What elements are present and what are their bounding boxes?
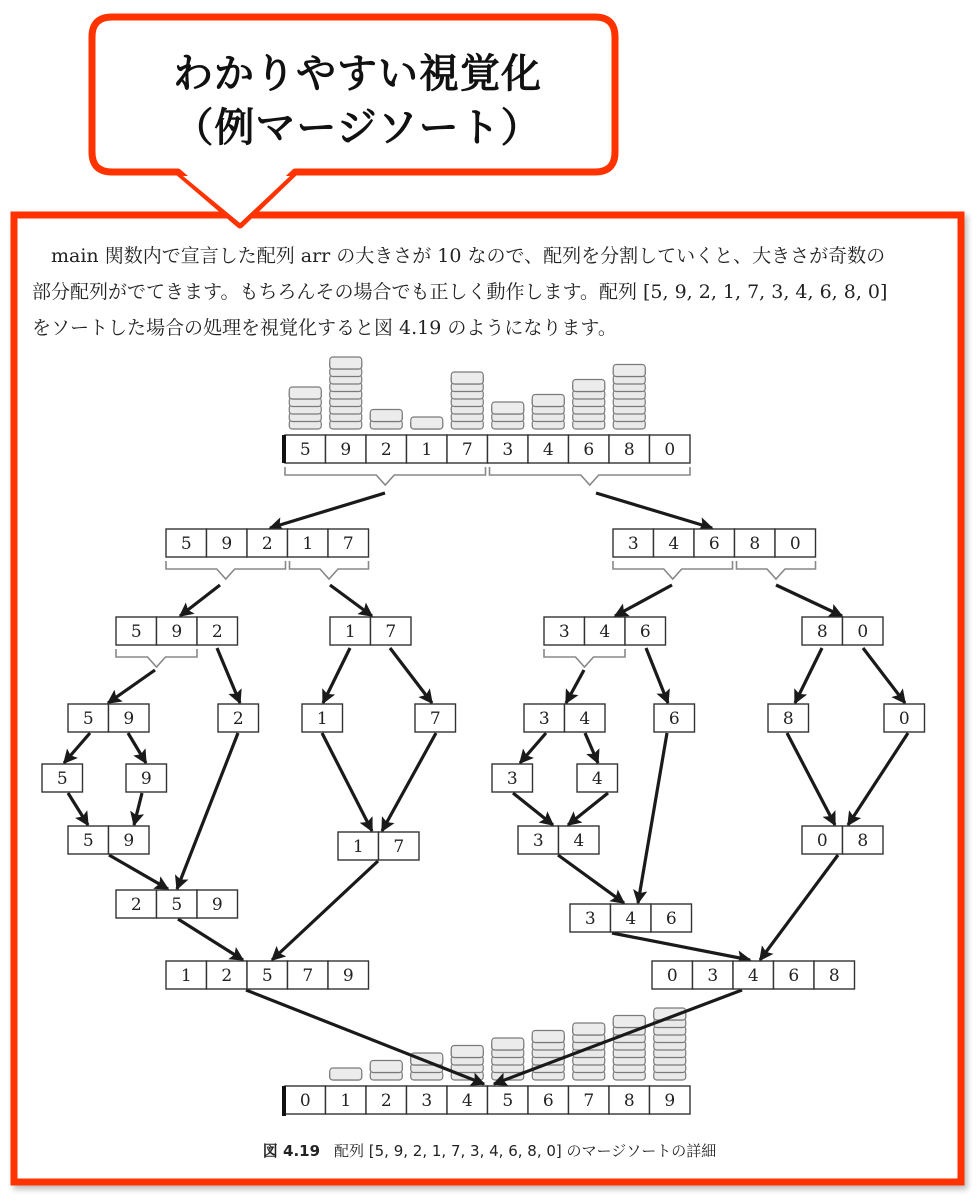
array-box-LRR — [415, 704, 456, 732]
array-cell-value: 2 — [221, 966, 233, 986]
array-cell-value: 6 — [708, 534, 720, 554]
array-box-LR — [330, 617, 411, 645]
array-cell-value: 4 — [599, 622, 611, 642]
array-cell-value: 0 — [664, 440, 676, 460]
array-cell-value: 2 — [130, 895, 142, 915]
array-cell-value: 8 — [623, 1091, 635, 1111]
array-cell-value: 9 — [221, 534, 233, 554]
array-cell-value: 3 — [506, 769, 518, 789]
array-cell-value: 5 — [180, 534, 192, 554]
array-box-RRL — [768, 704, 809, 732]
array-cell-value: 9 — [211, 895, 223, 915]
array-cell-value: 9 — [664, 1091, 676, 1111]
array-cell-value: 1 — [421, 440, 433, 460]
array-box-mLL — [116, 890, 238, 918]
array-box-RLLL — [492, 764, 533, 792]
array-cell-value: 3 — [558, 622, 570, 642]
array-box-root — [282, 435, 690, 463]
array-cell-value: 1 — [344, 622, 356, 642]
array-cell-value: 3 — [502, 440, 514, 460]
array-cell-value: 9 — [171, 622, 183, 642]
array-box-L — [166, 529, 369, 557]
arrow — [776, 585, 842, 616]
array-box-mR — [652, 961, 855, 989]
callout-title-line1: わかりやすい視覚化 — [173, 51, 542, 97]
array-cell-value: 7 — [302, 966, 314, 986]
array-cell-value: 5 — [261, 966, 273, 986]
array-box-LLL — [68, 704, 149, 732]
array-cell-value: 9 — [140, 769, 152, 789]
array-cell-value: 7 — [429, 709, 441, 729]
arrow — [64, 733, 90, 763]
figure-caption — [0, 1140, 979, 1161]
array-cell-value: 9 — [340, 440, 352, 460]
array-cell-value: 7 — [583, 1091, 595, 1111]
arrow — [180, 585, 220, 616]
arrow — [108, 670, 155, 703]
array-box-R — [613, 529, 816, 557]
arrow — [134, 793, 142, 825]
array-cell-value: 1 — [302, 534, 314, 554]
array-cell-value: 0 — [816, 831, 828, 851]
arrow — [520, 733, 546, 763]
array-cell-value: 3 — [538, 709, 550, 729]
array-cell-value: 3 — [584, 909, 596, 929]
array-box-LLR — [218, 704, 259, 732]
array-box-final — [282, 1086, 690, 1116]
arrow — [68, 793, 88, 825]
array-cell-value: 0 — [857, 622, 869, 642]
array-cell-value: 4 — [461, 1091, 473, 1111]
arrow — [513, 793, 553, 825]
array-cell-value: 2 — [261, 534, 273, 554]
array-cell-value: 3 — [627, 534, 639, 554]
array-cell-value: 5 — [171, 895, 183, 915]
arrow — [246, 990, 484, 1084]
array-cell-value: 4 — [625, 909, 637, 929]
array-cell-value: 7 — [461, 440, 473, 460]
arrow — [322, 733, 372, 831]
array-cell-value: 6 — [542, 1091, 554, 1111]
arrow — [558, 855, 624, 903]
array-cell-value: 4 — [579, 709, 591, 729]
array-cell-value: 5 — [130, 622, 142, 642]
arrow — [615, 585, 672, 616]
array-cell-value: 4 — [591, 769, 603, 789]
array-cell-value: 3 — [421, 1091, 433, 1111]
array-cell-value: 9 — [342, 966, 354, 986]
arrow — [585, 733, 598, 763]
array-box-mLLL — [68, 826, 149, 854]
array-cell-value: 6 — [583, 440, 595, 460]
arrow — [568, 793, 608, 825]
array-box-RLLR — [577, 764, 618, 792]
array-cell-value: 2 — [380, 440, 392, 460]
arrow — [272, 861, 378, 960]
array-cell-value: 1 — [340, 1091, 352, 1111]
array-cell-value: 7 — [393, 837, 405, 857]
array-box-RLL — [524, 704, 605, 732]
array-cell-value: 6 — [668, 709, 680, 729]
array-cell-value: 6 — [639, 622, 651, 642]
arrow — [646, 648, 668, 703]
array-cell-value: 3 — [707, 966, 719, 986]
arrow — [638, 733, 667, 903]
arrow — [330, 585, 372, 616]
arrow — [760, 855, 838, 960]
arrow — [596, 493, 712, 528]
array-box-mL — [166, 961, 369, 989]
array-cell-value: 0 — [666, 966, 678, 986]
array-cell-value: 2 — [380, 1091, 392, 1111]
array-box-mLR — [338, 832, 419, 860]
arrow — [382, 733, 436, 831]
arrow — [270, 493, 385, 528]
array-box-RRR — [884, 704, 925, 732]
array-cell-value: 3 — [532, 831, 544, 851]
array-cell-value: 2 — [232, 709, 244, 729]
array-box-RLR — [654, 704, 695, 732]
array-cell-value: 0 — [299, 1091, 311, 1111]
array-cell-value: 6 — [665, 909, 677, 929]
array-cell-value: 5 — [82, 831, 94, 851]
array-cell-value: 1 — [316, 709, 328, 729]
arrow — [787, 733, 835, 825]
array-cell-value: 8 — [828, 966, 840, 986]
arrow — [323, 648, 350, 703]
array-box-mRR — [802, 826, 883, 854]
array-cell-value: 5 — [299, 440, 311, 460]
array-cell-value: 5 — [502, 1091, 514, 1111]
array-cell-value: 4 — [573, 831, 585, 851]
array-cell-value: 8 — [816, 622, 828, 642]
caption-number: 図 4.19 — [262, 1142, 321, 1160]
array-cell-value: 8 — [749, 534, 761, 554]
arrow — [390, 648, 432, 703]
array-cell-value: 1 — [180, 966, 192, 986]
arrow — [109, 855, 168, 889]
callout-title-line2: （例マージソート） — [173, 105, 542, 151]
arrow — [566, 670, 584, 703]
array-cell-value: 5 — [56, 769, 68, 789]
paragraph-line: をソートした場合の処理を視覚化すると図 4.19 のようになります。 — [32, 317, 617, 339]
arrow — [612, 933, 750, 960]
array-cell-value: 4 — [747, 966, 759, 986]
array-box-mRLL — [518, 826, 599, 854]
array-cell-value: 7 — [385, 622, 397, 642]
array-box-mRL — [570, 904, 692, 932]
array-cell-value: 4 — [668, 534, 680, 554]
array-box-LLLL — [42, 764, 83, 792]
array-cell-value: 8 — [623, 440, 635, 460]
array-cell-value: 6 — [788, 966, 800, 986]
arrow — [863, 648, 905, 703]
array-cell-value: 7 — [342, 534, 354, 554]
array-cell-value: 8 — [857, 831, 869, 851]
array-box-RL — [544, 617, 666, 645]
arrow — [217, 648, 240, 703]
arrow — [128, 733, 146, 763]
array-box-RR — [802, 617, 883, 645]
array-cell-value: 5 — [82, 709, 94, 729]
caption-text: 配列 [5, 9, 2, 1, 7, 3, 4, 6, 8, 0] のマージソートの詳細 — [334, 1142, 717, 1160]
array-box-LL — [116, 617, 238, 645]
array-box-LLLR — [126, 764, 167, 792]
array-cell-value: 9 — [123, 709, 135, 729]
arrow — [178, 919, 243, 960]
paragraph-line: main 関数内で宣言した配列 arr の大きさが 10 なので、配列を分割していくと、大きさが奇数の — [32, 245, 886, 267]
arrow — [848, 733, 908, 825]
array-cell-value: 1 — [352, 837, 364, 857]
arrow — [795, 648, 822, 703]
array-cell-value: 0 — [789, 534, 801, 554]
array-cell-value: 0 — [898, 709, 910, 729]
paragraph-line: 部分配列がでてきます。もちろんその場合でも正しく動作します。配列 [5, 9, 2, 1, 7, 3, 4, 6, 8, 0] — [32, 281, 888, 303]
array-cell-value: 2 — [211, 622, 223, 642]
array-cell-value: 8 — [782, 709, 794, 729]
array-cell-value: 4 — [542, 440, 554, 460]
array-cell-value: 9 — [123, 831, 135, 851]
arrow — [177, 733, 238, 889]
array-box-LRL — [302, 704, 343, 732]
